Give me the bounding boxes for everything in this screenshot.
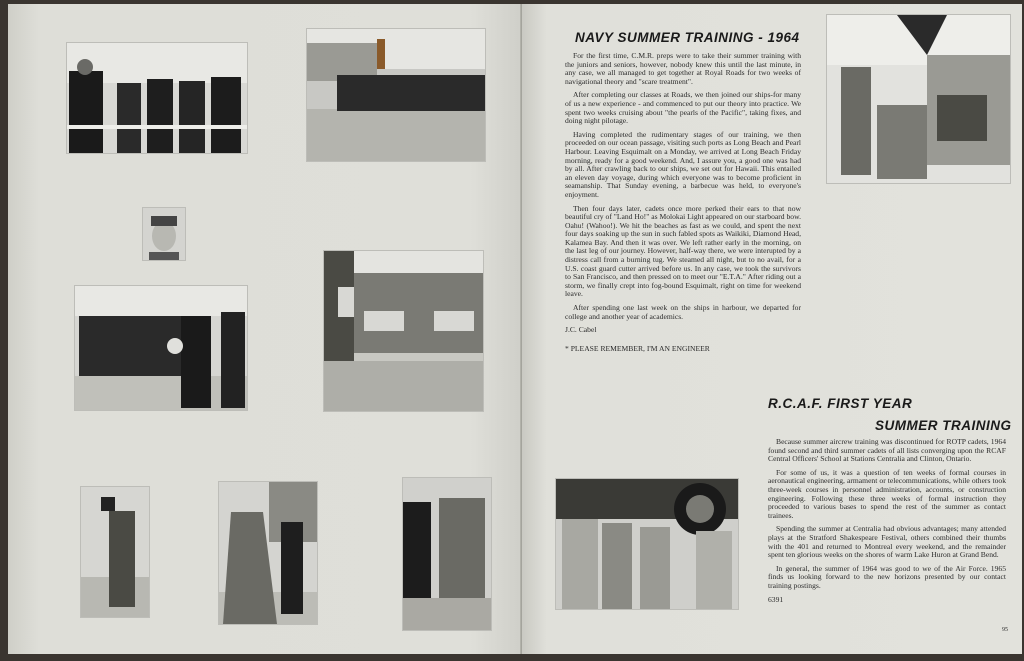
navy-paragraph: For the first time, C.M.R. preps were to take their summer training with the juniors and seniors, however, nobody knew this until the last minute, in any case, we all managed to get together at Royal Roads for two weeks of navigational theory and "scare treatment". — [565, 51, 801, 86]
navy-author: J.C. Cabel — [565, 325, 597, 335]
photo-cadet-portrait — [142, 207, 186, 261]
rcaf-paragraph: Spending the summer at Centralia had obvious advantages; many attended plays at the Stratford Shakespeare Festival, others combined their thumbs with the 401 and returned to Montreal every weekend, and the remainder spent ten glorious weeks on the shores of warm Lake Huron at Grand Bend. — [768, 524, 1006, 560]
rcaf-title-line2: SUMMER TRAINING — [875, 418, 1012, 433]
photo-helicopter-cockpit — [826, 14, 1011, 184]
rcaf-paragraph: In general, the summer of 1964 was good to we of the Air Force. 1965 finds us looking forward to the new horizons presented by our contact training postings. — [768, 563, 1006, 590]
navy-footnote: * PLEASE REMEMBER, I'M AN ENGINEER — [565, 344, 710, 353]
rcaf-paragraph: Because summer aircrew training was discontinued for ROTP cadets, 1964 found second and third summer cadets of all lists converging upon the RCAF Central Officers' School at Stations Centralia and Clinton, Ontario. — [768, 437, 1006, 464]
rcaf-paragraph: For some of us, it was a question of ten weeks of formal courses in aeronautical engineering, armament or telecommunications, while others took three-week courses in personnel administration, accounts, or construction engineering. Following these three weeks of formal instruction they proceeded to various bases to spend the rest of the summer as contact trainees. — [768, 467, 1006, 520]
photo-barracks-building — [323, 250, 484, 412]
navy-title: NAVY SUMMER TRAINING - 1964 — [575, 30, 800, 45]
photo-cadets-saluting — [66, 42, 248, 154]
page-number: 95 — [1002, 627, 1008, 633]
navy-paragraph: After completing our classes at Roads, we then joined our ships-for many of us a new experience - and commenced to put our theory into practice. We spent two weeks cruising about "the pearls of the Pacific", taking fixes, and doing night pilotage. — [565, 90, 801, 126]
photo-band-marching — [74, 285, 248, 411]
rcaf-title-line1: R.C.A.F. FIRST YEAR — [768, 396, 913, 411]
photo-cadets-aircraft-engine — [555, 478, 739, 610]
photo-ceremony-cloak — [218, 481, 318, 625]
navy-paragraph: After spending one last week on the ships in harbour, we departed for college and another year of academics. — [565, 303, 801, 321]
navy-paragraph: Then four days later, cadets once more perked their ears to that now beautiful cry of "Land Ho!" as Molokai Light appeared on our starboard bow. Oahu! (Wahoo!). We hit the beaches as fast as we could, and spent the next four days soaking up the sun in such fabled spots as Waikiki, Diamond Head, Kalamea Bay. And then it was over. We left rather early in the morning, on the last leg of our journey. However, half-way there, we were interupted by a distress call from a burning tug. We steamed all night, but to no avail, for a U.S. coast guard cutter arrived before us. In any case, we took the survivors to San Francisco, and then pressed on to meet our "E.T.A." After riding out a storm, we finally crept into fog-bound Esquimalt, right on time for weekend leave. — [565, 203, 801, 299]
photo-officers-inspection — [402, 477, 492, 631]
photo-parade-formation — [306, 28, 486, 162]
navy-paragraph: Having completed the rudimentary stages of our training, we then proceeded on our ocean passage, visiting such ports as Long Beach and Pearl Harbour. Leaving Esquimalt on a Monday, we arrived at Long Beach Friday morning, ready for a good weekend. And, I assure you, a good one was had by all. After crawling back to our ships, we set out for Hawaii. This entailed an eleven day voyage, during which everyone was to become proficient in seamanship. That Sunday evening, a barbecue was held, to everyone's enjoyment. — [565, 129, 801, 199]
photo-officer-greeting — [80, 486, 150, 618]
navy-article — [565, 52, 801, 335]
rcaf-author: 6391 — [768, 594, 784, 604]
rcaf-article — [768, 438, 1006, 604]
